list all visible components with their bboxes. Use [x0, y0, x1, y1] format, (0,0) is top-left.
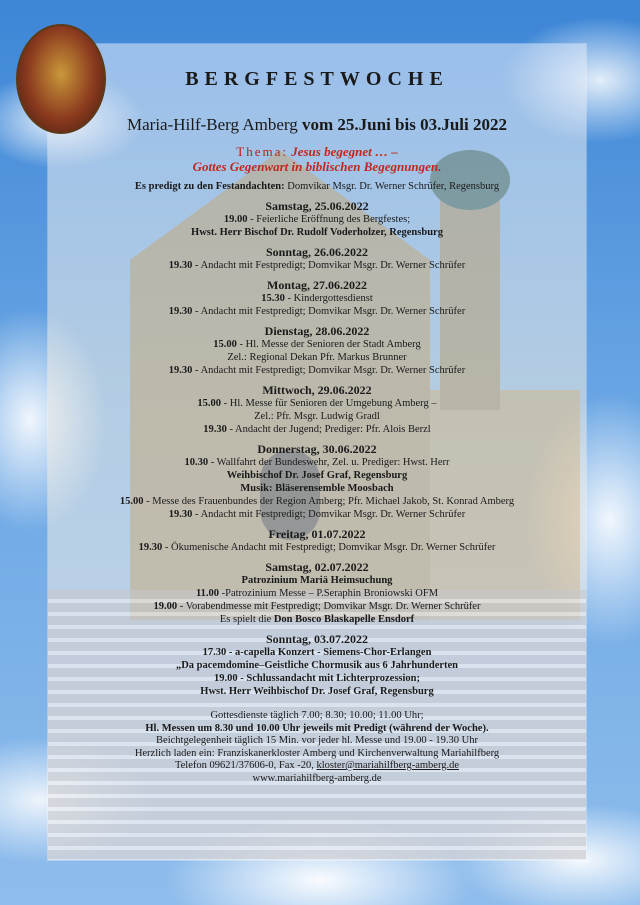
schedule-line: [48, 613, 586, 626]
schedule-line: [48, 469, 586, 482]
event-bold-line: 19.00 - Schlussandacht mit Lichterprozession;: [213, 673, 421, 684]
event-description: - Andacht der Jugend; Prediger: Pfr. Alois Berzl: [226, 424, 431, 435]
event-time: 15.30: [261, 293, 285, 304]
event-description: - Wallfahrt der Bundeswehr, Zel. u. Prediger: Hwst. Herr: [208, 457, 450, 468]
event-time: 19.00: [153, 601, 178, 612]
event-description: - Andacht mit Festpredigt; Domvikar Msgr. Dr. Werner Schrüfer: [192, 509, 466, 520]
event-bold-text: Don Bosco Blaskapelle Ensdorf: [273, 614, 415, 625]
schedule-line: [48, 292, 586, 305]
event-bold-line: Musik: Bläserensemble Moosbach: [240, 483, 394, 494]
schedule: [48, 199, 586, 698]
event-bold-line: Weihbischof Dr. Josef Graf, Regensburg: [226, 470, 408, 481]
schedule-day: [48, 245, 586, 272]
schedule-day: [48, 383, 586, 436]
schedule-line: [48, 495, 586, 508]
event-description: - Messe des Frauenbundes der Region Amberg; Pfr. Michael Jakob, St. Konrad Amberg: [143, 496, 515, 507]
day-heading: Donnerstag, 30.06.2022: [257, 442, 377, 456]
event-bold-line: Patrozinium Mariä Heimsuchung: [241, 575, 393, 586]
event-description: - Ökumenische Andacht mit Festpredigt; Domvikar Msgr. Dr. Werner Schrüfer: [162, 542, 496, 553]
event-description: Zel.: Regional Dekan Pfr. Markus Brunner: [227, 352, 407, 363]
event-time: 19.30: [168, 306, 193, 317]
event-description: - Hl. Messe für Senioren der Umgebung Amberg –: [221, 398, 437, 409]
event-time: 19.30: [168, 365, 193, 376]
schedule-line: [48, 508, 586, 521]
poster-content: [48, 66, 586, 785]
event-time: 10.30: [184, 457, 209, 468]
event-time: 19.30: [138, 542, 163, 553]
event-description: -Patrozinium Messe – P.Seraphin Broniowski OFM: [219, 588, 439, 599]
event-bold-line: Hwst. Herr Bischof Dr. Rudolf Voderholzer, Regensburg: [191, 227, 443, 238]
preacher-note: [48, 180, 586, 193]
event-description: - Andacht mit Festpredigt; Domvikar Msgr. Dr. Werner Schrüfer: [192, 365, 466, 376]
schedule-line: [48, 351, 586, 364]
event-description: - Andacht mit Festpredigt; Domvikar Msgr. Dr. Werner Schrüfer: [192, 260, 466, 271]
event-description: - Kindergottesdienst: [284, 293, 373, 304]
schedule-line: [48, 338, 586, 351]
schedule-line: [48, 364, 586, 377]
schedule-line: [48, 305, 586, 318]
schedule-line: [48, 685, 586, 698]
schedule-line: [48, 259, 586, 272]
event-bold-line: Hwst. Herr Weihbischof Dr. Josef Graf, Regensburg: [200, 686, 434, 697]
website-link[interactable]: www.mariahilfberg-amberg.de: [252, 772, 382, 784]
day-heading: Sonntag, 26.06.2022: [265, 245, 369, 259]
theme-line2: Gottes Gegenwart in biblischen Begegnungen.: [192, 159, 442, 174]
schedule-day: [48, 278, 586, 318]
schedule-line: [48, 482, 586, 495]
schedule-line: [48, 672, 586, 685]
event-time: 15.00: [119, 496, 144, 507]
day-heading: Dienstag, 28.06.2022: [264, 324, 370, 338]
schedule-day: [48, 324, 586, 377]
footer-phone: Telefon 09621/37606-0, Fax -20,: [174, 760, 317, 771]
day-heading: Samstag, 02.07.2022: [265, 560, 369, 574]
theme-label: Thema:: [236, 144, 288, 159]
subtitle-place: Maria-Hilf-Berg Amberg: [127, 115, 298, 134]
schedule-line: [48, 541, 586, 554]
schedule-line: [48, 226, 586, 239]
footer-contact: [48, 760, 586, 773]
event-time: 19.30: [168, 509, 193, 520]
schedule-day: [48, 527, 586, 554]
event-time: 19.00: [223, 214, 248, 225]
event-description: - Vorabendmesse mit Festpredigt; Domvikar Msgr. Dr. Werner Schrüfer: [177, 601, 481, 612]
subtitle-dates: vom 25.Juni bis 03.Juli 2022: [302, 115, 507, 134]
schedule-line: [48, 646, 586, 659]
day-heading: Mittwoch, 29.06.2022: [262, 383, 372, 397]
schedule-line: [48, 423, 586, 436]
day-heading: Montag, 27.06.2022: [267, 278, 367, 292]
event-description: - Feierliche Eröffnung des Bergfestes;: [247, 214, 411, 225]
footer-services: Gottesdienste täglich 7.00; 8.30; 10.00; 11.00 Uhr;: [210, 710, 424, 721]
event-bold-line: „Da pacemdomine–Geistliche Chormusik aus 6 Jahrhunderten: [175, 660, 459, 671]
theme-line1: Jesus begegnet … –: [291, 144, 398, 159]
schedule-line: [48, 397, 586, 410]
day-heading: Samstag, 25.06.2022: [265, 199, 369, 213]
event-time: 15.00: [197, 398, 221, 409]
schedule-line: [48, 659, 586, 672]
schedule-line: [48, 587, 586, 600]
schedule-day: [48, 199, 586, 239]
schedule-day: [48, 560, 586, 626]
day-heading: Sonntag, 03.07.2022: [265, 632, 369, 646]
event-bold-line: 17.30 - a-capella Konzert - Siemens-Chor-Erlangen: [202, 647, 432, 658]
page-title: BERGFESTWOCHE: [185, 68, 449, 90]
email-link[interactable]: kloster@mariahilfberg-amberg.de: [316, 760, 460, 771]
footer-invitation: Herzlich laden ein: Franziskanerkloster Amberg und Kirchenverwaltung Mariahilfberg: [134, 747, 500, 759]
schedule-line: [48, 213, 586, 226]
theme: [48, 144, 586, 174]
schedule-line: [48, 456, 586, 469]
event-time: 11.00: [195, 588, 219, 599]
event-description: - Andacht mit Festpredigt; Domvikar Msgr. Dr. Werner Schrüfer: [192, 306, 466, 317]
preacher-label: Es predigt zu den Festandachten:: [134, 181, 285, 192]
event-time: 15.00: [213, 339, 237, 350]
schedule-line: [48, 410, 586, 423]
event-description: Es spielt die: [219, 614, 274, 625]
event-time: 19.30: [203, 424, 227, 435]
event-time: 19.30: [168, 260, 193, 271]
subtitle: [48, 114, 586, 136]
day-heading: Freitag, 01.07.2022: [268, 527, 366, 541]
footer: [48, 710, 586, 785]
event-description: - Hl. Messe der Senioren der Stadt Amberg: [236, 339, 421, 350]
footer-confession: Beichtgelegenheit täglich 15 Min. vor jeder hl. Messe und 19.00 - 19.30 Uhr: [156, 735, 478, 746]
event-description: Zel.: Pfr. Msgr. Ludwig Gradl: [254, 411, 380, 422]
preacher-name: Domvikar Msgr. Dr. Werner Schrüfer, Regensburg: [287, 181, 500, 192]
schedule-day: [48, 632, 586, 698]
footer-masses: Hl. Messen um 8.30 und 10.00 Uhr jeweils mit Predigt (während der Woche).: [145, 722, 489, 734]
schedule-day: [48, 442, 586, 521]
schedule-line: [48, 574, 586, 587]
schedule-line: [48, 600, 586, 613]
